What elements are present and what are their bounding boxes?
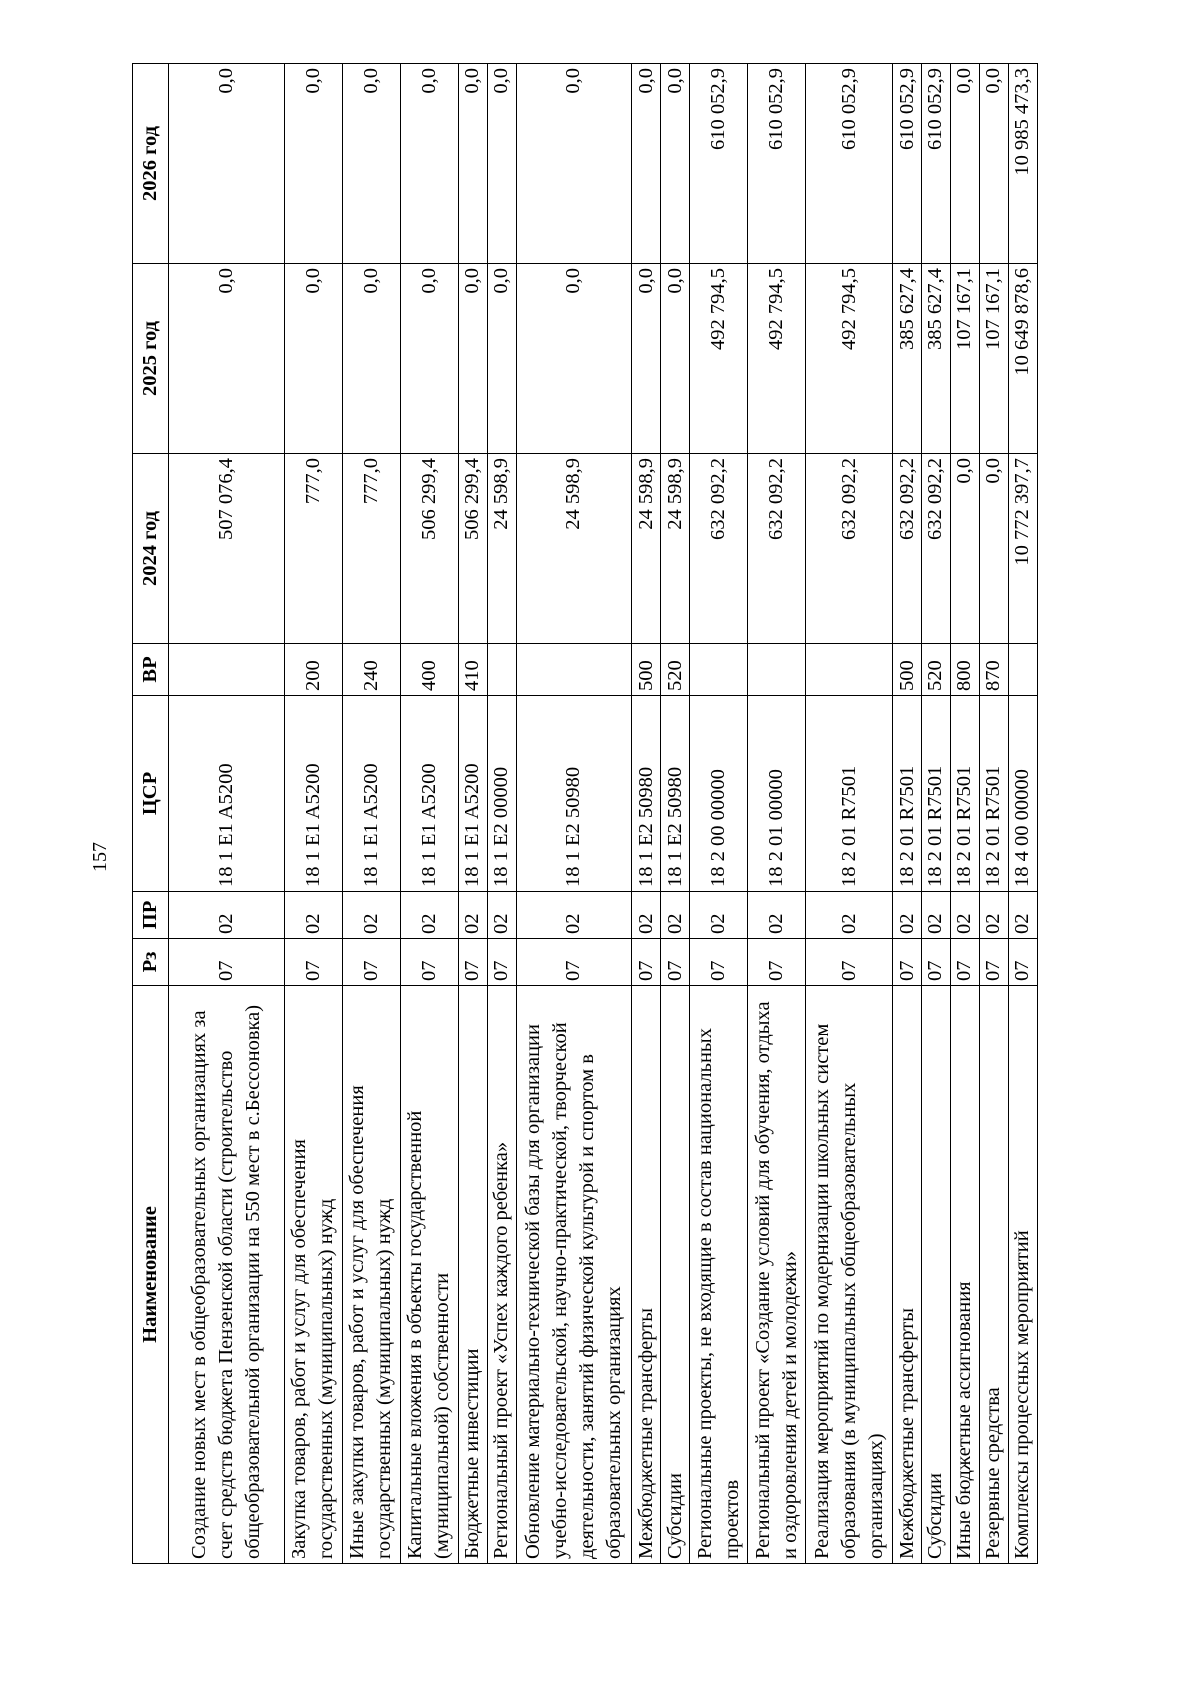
- row-name: Региональные проекты, не входящие в состав национальных проектов: [690, 986, 748, 1564]
- row-2025: 385 627,4: [893, 264, 922, 454]
- row-vr: 500: [632, 644, 661, 696]
- row-rz: 07: [690, 939, 748, 986]
- row-2025: 107 167,1: [979, 264, 1008, 454]
- row-2025: 0,0: [458, 264, 487, 454]
- row-csr: 18 4 00 00000: [1008, 696, 1037, 892]
- row-name: Региональный проект «Создание условий для обучения, отдыха и оздоровления детей и молодежи»: [748, 986, 806, 1564]
- row-csr: 18 2 01 R7501: [893, 696, 922, 892]
- row-2025: 492 794,5: [690, 264, 748, 454]
- row-rz: 07: [342, 939, 400, 986]
- table-row: [748, 64, 806, 1564]
- row-csr: 18 1 E1 A5200: [342, 696, 400, 892]
- row-vr: [487, 644, 516, 696]
- budget-table: [132, 63, 1038, 1564]
- table-row: [487, 64, 516, 1564]
- row-name: Субсидии: [661, 986, 690, 1564]
- row-2025: 0,0: [516, 264, 632, 454]
- row-rz: 07: [921, 939, 950, 986]
- row-2024: 777,0: [342, 454, 400, 644]
- row-2025: 0,0: [661, 264, 690, 454]
- row-csr: 18 1 E2 50980: [661, 696, 690, 892]
- row-2025: 0,0: [632, 264, 661, 454]
- row-2026: 0,0: [284, 64, 342, 264]
- row-2026: 0,0: [169, 64, 285, 264]
- row-2026: 610 052,9: [748, 64, 806, 264]
- row-2026: 0,0: [979, 64, 1008, 264]
- row-rz: 07: [632, 939, 661, 986]
- row-2026: 610 052,9: [921, 64, 950, 264]
- table-row: [342, 64, 400, 1564]
- row-2024: 507 076,4: [169, 454, 285, 644]
- row-rz: 07: [950, 939, 979, 986]
- row-name: Создание новых мест в общеобразовательных организациях за счет средств бюджета Пензенской области (строительство общеобразовательной организации на 550 мест в с.Бессоновка): [169, 986, 285, 1564]
- row-csr: 18 1 E2 50980: [516, 696, 632, 892]
- row-vr: [1008, 644, 1037, 696]
- row-vr: 870: [979, 644, 1008, 696]
- row-name: Закупка товаров, работ и услуг для обеспечения государственных (муниципальных) нужд: [284, 986, 342, 1564]
- row-2026: 0,0: [400, 64, 458, 264]
- row-2025: 0,0: [487, 264, 516, 454]
- table-row: [169, 64, 285, 1564]
- row-name: Межбюджетные трансферты: [632, 986, 661, 1564]
- table-row: [458, 64, 487, 1564]
- row-vr: [516, 644, 632, 696]
- header-2026: 2026 год: [133, 64, 169, 264]
- row-2025: 10 649 878,6: [1008, 264, 1037, 454]
- row-2026: 0,0: [487, 64, 516, 264]
- row-2026: 610 052,9: [893, 64, 922, 264]
- row-vr: 520: [921, 644, 950, 696]
- row-2024: 24 598,9: [516, 454, 632, 644]
- table-row: [632, 64, 661, 1564]
- row-name: Капитальные вложения в объекты государственной (муниципальной) собственности: [400, 986, 458, 1564]
- row-2025: 0,0: [284, 264, 342, 454]
- row-csr: 18 1 E1 A5200: [284, 696, 342, 892]
- row-2026: 0,0: [632, 64, 661, 264]
- row-name: Межбюджетные трансферты: [893, 986, 922, 1564]
- table-row: [400, 64, 458, 1564]
- row-csr: 18 2 01 R7501: [806, 696, 893, 892]
- row-csr: 18 1 E1 A5200: [169, 696, 285, 892]
- row-csr: 18 1 E1 A5200: [458, 696, 487, 892]
- row-2024: 10 772 397,7: [1008, 454, 1037, 644]
- row-rz: 07: [1008, 939, 1037, 986]
- row-2024: 632 092,2: [690, 454, 748, 644]
- row-vr: 400: [400, 644, 458, 696]
- row-vr: [169, 644, 285, 696]
- table-row: [516, 64, 632, 1564]
- row-2025: 0,0: [400, 264, 458, 454]
- row-csr: 18 1 E1 A5200: [400, 696, 458, 892]
- row-rz: 07: [458, 939, 487, 986]
- table-row: [979, 64, 1008, 1564]
- row-rz: 07: [806, 939, 893, 986]
- row-2024: 632 092,2: [893, 454, 922, 644]
- row-2026: 0,0: [342, 64, 400, 264]
- table-row: [661, 64, 690, 1564]
- row-rz: 07: [284, 939, 342, 986]
- row-vr: [806, 644, 893, 696]
- header-csr: ЦСР: [133, 696, 169, 892]
- header-rz: Рз: [133, 939, 169, 986]
- row-rz: 07: [400, 939, 458, 986]
- row-rz: 07: [487, 939, 516, 986]
- row-csr: 18 2 01 R7501: [950, 696, 979, 892]
- row-2024: 506 299,4: [400, 454, 458, 644]
- row-vr: 500: [893, 644, 922, 696]
- row-csr: 18 1 E2 50980: [632, 696, 661, 892]
- row-csr: 18 1 E2 00000: [487, 696, 516, 892]
- row-vr: 410: [458, 644, 487, 696]
- row-name: Иные бюджетные ассигнования: [950, 986, 979, 1564]
- row-rz: 07: [979, 939, 1008, 986]
- budget-table-container: [132, 64, 1038, 1564]
- header-2024: 2024 год: [133, 454, 169, 644]
- row-name: Обновление материально-технической базы для организации учебно-исследовательской, научно-практической, творческой деятельности, занятий физической культурой и спортом в образовательных организациях: [516, 986, 632, 1564]
- table-row: [690, 64, 748, 1564]
- row-2024: 632 092,2: [806, 454, 893, 644]
- row-2026: 610 052,9: [690, 64, 748, 264]
- row-vr: [748, 644, 806, 696]
- row-vr: 520: [661, 644, 690, 696]
- row-2025: 492 794,5: [748, 264, 806, 454]
- row-2024: 777,0: [284, 454, 342, 644]
- row-pr: 02: [661, 892, 690, 939]
- table-row: [284, 64, 342, 1564]
- row-pr: 02: [458, 892, 487, 939]
- table-row: [893, 64, 922, 1564]
- row-name: Бюджетные инвестиции: [458, 986, 487, 1564]
- row-name: Комплексы процессных мероприятий: [1008, 986, 1037, 1564]
- row-2024: 506 299,4: [458, 454, 487, 644]
- row-2026: 10 985 473,3: [1008, 64, 1037, 264]
- row-pr: 02: [1008, 892, 1037, 939]
- row-name: Реализация мероприятий по модернизации школьных систем образования (в муниципальных общеобразовательных организациях): [806, 986, 893, 1564]
- row-rz: 07: [661, 939, 690, 986]
- row-pr: 02: [284, 892, 342, 939]
- header-pr: ПР: [133, 892, 169, 939]
- row-csr: 18 2 00 00000: [690, 696, 748, 892]
- row-vr: 200: [284, 644, 342, 696]
- row-2025: 0,0: [169, 264, 285, 454]
- row-2026: 0,0: [950, 64, 979, 264]
- row-2026: 0,0: [661, 64, 690, 264]
- row-2025: 0,0: [342, 264, 400, 454]
- row-rz: 07: [748, 939, 806, 986]
- row-name: Резервные средства: [979, 986, 1008, 1564]
- row-2026: 610 052,9: [806, 64, 893, 264]
- row-2024: 24 598,9: [632, 454, 661, 644]
- row-2024: 24 598,9: [661, 454, 690, 644]
- row-vr: [690, 644, 748, 696]
- row-pr: 02: [516, 892, 632, 939]
- header-name: Наименование: [133, 986, 169, 1564]
- row-2025: 385 627,4: [921, 264, 950, 454]
- row-pr: 02: [921, 892, 950, 939]
- row-pr: 02: [893, 892, 922, 939]
- row-2026: 0,0: [516, 64, 632, 264]
- row-name: Иные закупки товаров, работ и услуг для обеспечения государственных (муниципальных) нужд: [342, 986, 400, 1564]
- header-2025: 2025 год: [133, 264, 169, 454]
- table-body: [169, 64, 1038, 1564]
- row-csr: 18 2 01 00000: [748, 696, 806, 892]
- row-2024: 0,0: [979, 454, 1008, 644]
- table-row: [806, 64, 893, 1564]
- row-name: Региональный проект «Успех каждого ребенка»: [487, 986, 516, 1564]
- row-csr: 18 2 01 R7501: [921, 696, 950, 892]
- row-2024: 24 598,9: [487, 454, 516, 644]
- table-row: [921, 64, 950, 1564]
- page-number: 157: [89, 842, 111, 872]
- row-pr: 02: [632, 892, 661, 939]
- row-pr: 02: [748, 892, 806, 939]
- row-2024: 632 092,2: [748, 454, 806, 644]
- row-2025: 107 167,1: [950, 264, 979, 454]
- header-row: [133, 64, 169, 1564]
- row-rz: 07: [893, 939, 922, 986]
- row-2024: 0,0: [950, 454, 979, 644]
- row-rz: 07: [169, 939, 285, 986]
- row-2025: 492 794,5: [806, 264, 893, 454]
- row-vr: 240: [342, 644, 400, 696]
- row-pr: 02: [169, 892, 285, 939]
- row-rz: 07: [516, 939, 632, 986]
- row-pr: 02: [950, 892, 979, 939]
- row-pr: 02: [400, 892, 458, 939]
- row-name: Субсидии: [921, 986, 950, 1564]
- row-pr: 02: [979, 892, 1008, 939]
- table-row: [1008, 64, 1037, 1564]
- row-pr: 02: [806, 892, 893, 939]
- row-pr: 02: [690, 892, 748, 939]
- header-vr: ВР: [133, 644, 169, 696]
- row-csr: 18 2 01 R7501: [979, 696, 1008, 892]
- row-vr: 800: [950, 644, 979, 696]
- row-2024: 632 092,2: [921, 454, 950, 644]
- table-row: [950, 64, 979, 1564]
- row-pr: 02: [342, 892, 400, 939]
- row-2026: 0,0: [458, 64, 487, 264]
- row-pr: 02: [487, 892, 516, 939]
